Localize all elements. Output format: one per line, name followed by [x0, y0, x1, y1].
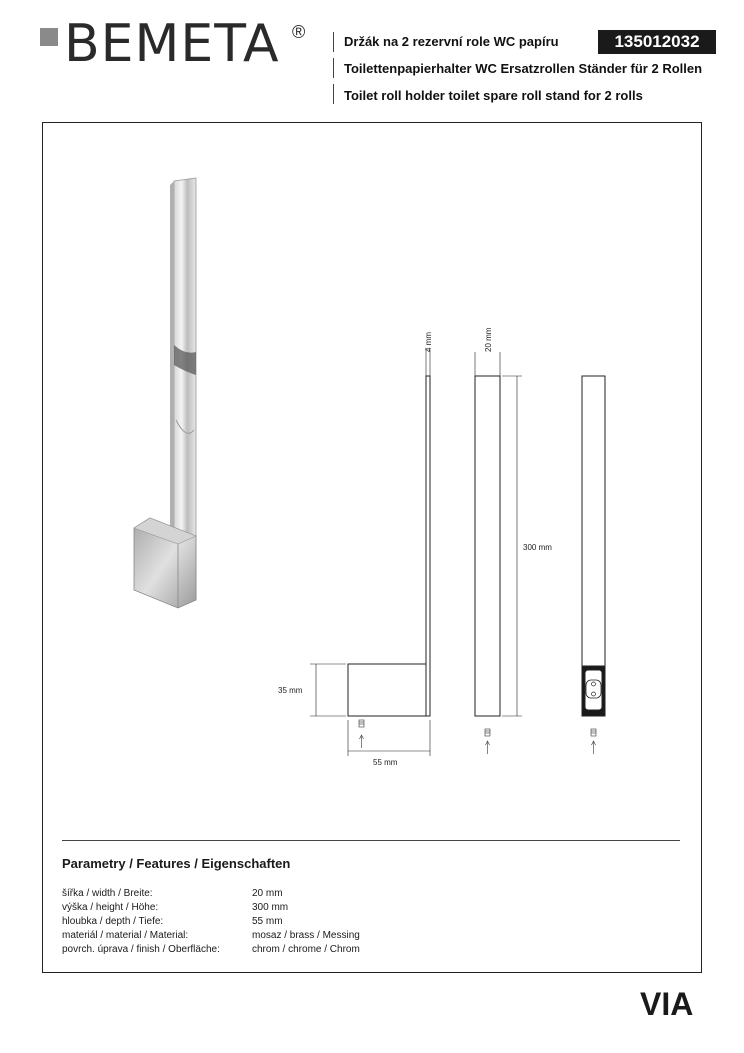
spec-label: povrch. úprava / finish / Oberfläche:: [62, 944, 220, 955]
spec-value: 300 mm: [252, 902, 289, 913]
section-divider: [62, 840, 680, 841]
title-german: Toilettenpapierhalter WC Ersatzrollen Ständer für 2 Rollen: [344, 61, 703, 76]
dim-height-label: 300 mm: [523, 543, 552, 552]
spec-label: výška / height / Höhe:: [62, 902, 159, 913]
front-view: [475, 352, 522, 716]
dim-base-height-label: 35 mm: [278, 686, 303, 695]
registered-mark: ®: [292, 22, 306, 42]
features-title: Parametry / Features / Eigenschaften: [62, 856, 291, 871]
spec-value: 20 mm: [252, 888, 283, 899]
brand-logo: BEMETA: [64, 14, 280, 74]
title-english: Toilet roll holder toilet spare roll stand for 2 rolls: [344, 88, 643, 103]
spec-value: 55 mm: [252, 916, 283, 927]
spec-label: materiál / material / Material:: [62, 930, 189, 941]
dim-width-label: 20 mm: [484, 327, 493, 352]
dim-thickness-label: 4 mm: [424, 332, 433, 352]
spec-label: šířka / width / Breite:: [62, 888, 153, 899]
mounting-marks: [359, 720, 596, 754]
series-name: VIA: [640, 986, 694, 1022]
product-code: 135012032: [598, 30, 716, 54]
spec-value: chrom / chrome / Chrom: [252, 944, 360, 955]
back-view: [582, 376, 605, 716]
spec-value: mosaz / brass / Messing: [252, 930, 360, 941]
side-view: [348, 350, 430, 716]
dim-depth-label: 55 mm: [373, 758, 398, 767]
title-czech: Držák na 2 rezervní role WC papíru: [344, 34, 559, 49]
product-photo: [134, 178, 196, 608]
spec-label: hloubka / depth / Tiefe:: [62, 916, 164, 927]
